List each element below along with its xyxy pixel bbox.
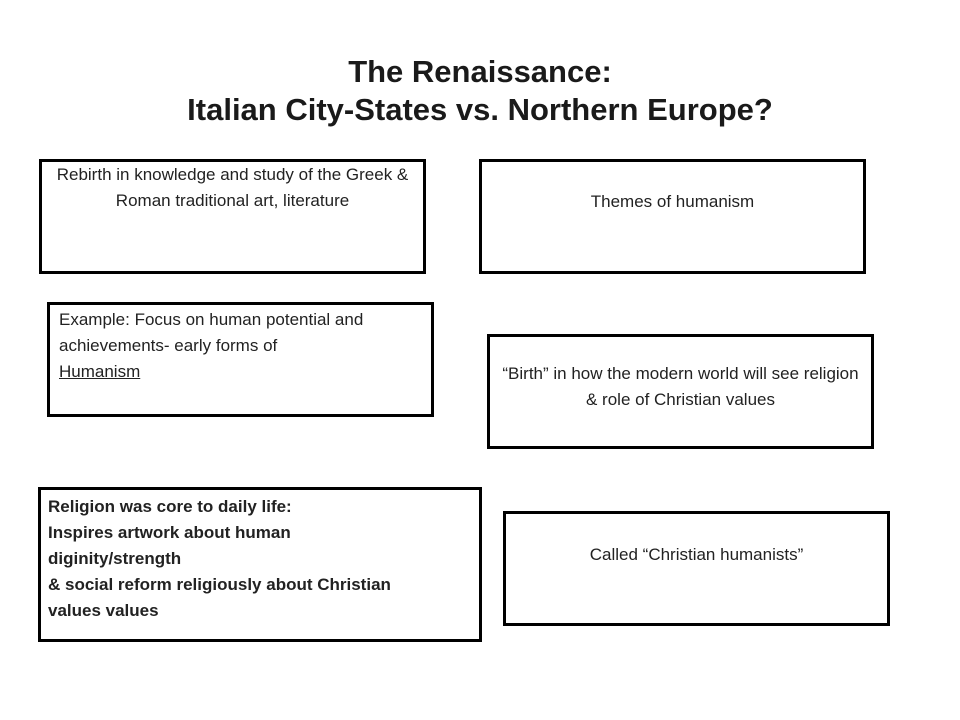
example-box: [47, 302, 434, 417]
rebirth-text: Rebirth in knowledge and study of the Greek & Roman traditional art, literature: [56, 165, 409, 210]
example-text: Example: Focus on human potential and achievements- early forms of: [59, 310, 364, 355]
slide-title-line-2: Italian City-States vs. Northern Europe?: [187, 92, 773, 127]
religion-line-3: diginity/strength: [48, 549, 182, 568]
religion-line-4: & social reform religiously about Christian: [48, 575, 391, 594]
called-text: Called “Christian humanists”: [589, 544, 804, 564]
humanism-term: Humanism: [59, 362, 141, 381]
religion-line-5: values values: [48, 601, 159, 620]
religion-line-1: Religion was core to daily life:: [48, 497, 292, 516]
birth-box: [487, 334, 874, 449]
religion-line-2: Inspires artwork about human: [48, 523, 291, 542]
themes-text: Themes of humanism: [590, 191, 755, 211]
called-box: [503, 511, 890, 626]
birth-text: “Birth” in how the modern world will see religion & role of Christian values: [502, 363, 859, 409]
rebirth-box: [39, 159, 426, 274]
slide-title-line-1: The Renaissance:: [348, 54, 612, 89]
themes-box: [479, 159, 866, 274]
religion-box: [38, 487, 482, 642]
